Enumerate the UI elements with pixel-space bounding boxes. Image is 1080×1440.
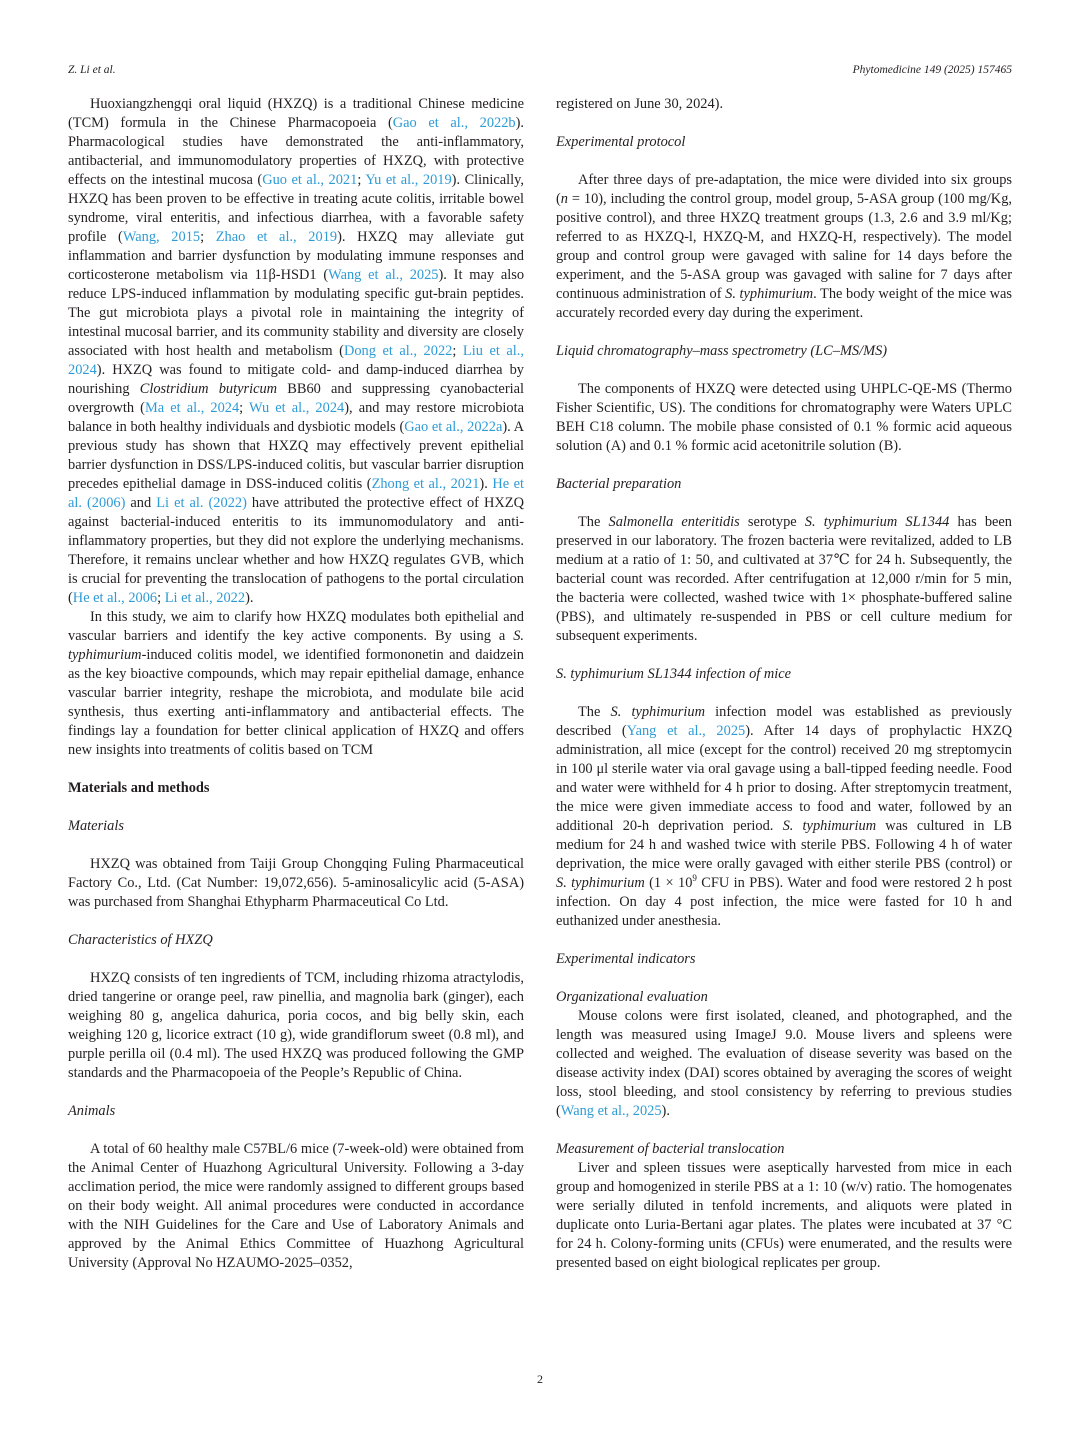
subheading-bacterial-preparation: Bacterial preparation	[556, 476, 682, 492]
right-column	[556, 95, 1012, 1273]
intro-paragraph-1: Huoxiangzhengqi oral liquid (HXZQ) is a traditional Chinese medicine (TCM) formula in the Chinese Pharmacopoeia (Gao et al., 2022b). Pharmacological studies have demonstrated the anti-inflammatory, antibacterial, and immunomodulatory properties of HXZQ, with protective effects on the intestinal mucosa (Guo et al., 2021; Yu et al., 2019). Clinically, HXZQ has been proven to be effective in treating acute colitis, irritable bowel syndrome, viral enteritis, and infectious diarrhea, with a favorable safety profile (Wang, 2015; Zhao et al., 2019). HXZQ may alleviate gut inflammation and barrier dysfunction by modulating immune responses and corticosterone metabolism via 11β-HSD1 (Wang et al., 2025). It may also reduce LPS-induced inflammation by modulating specific gut-brain peptides. The gut microbiota plays a pivotal role in maintaining the integrity of intestinal mucosal barrier, and its community stability and diversity are closely associated with host health and metabolism (Dong et al., 2022; Liu et al., 2024). HXZQ was found to mitigate cold- and damp-induced diarrhea by nourishing Clostridium butyricum BB60 and suppressing cyanobacterial overgrowth (Ma et al., 2024; Wu et al., 2024), and may restore microbiota balance in both healthy individuals and dysbiotic models (Gao et al., 2022a). A previous study has shown that HXZQ may effectively prevent epithelial barrier dysfunction in DSS/LPS-induced colitis, but vascular barrier disruption precedes epithelial damage in DSS-induced colitis (Zhong et al., 2021). He et al. (2006) and Li et al. (2022) have attributed the protective effect of HXZQ against bacterial-induced enteritis to its immunomodulatory and anti-inflammatory properties, but they did not explore the underlying mechanisms. Therefore, it remains unclear whether and how HXZQ regulates GVB, which is crucial for preventing the translocation of pathogens to the portal circulation (He et al., 2006; Li et al., 2022).	[68, 96, 525, 606]
citation-link[interactable]: He et al., 2006	[72, 590, 158, 606]
citation-link[interactable]: Yu et al., 2019	[365, 172, 452, 188]
translocation-paragraph: Liver and spleen tissues were aseptically harvested from mice in each group and homogenized in sterile PBS at a 1: 10 (w/v) ratio. The homogenates were serially diluted in tenfold increments, and aliquots were plated in duplicate onto Luria-Bertani agar plates. The plates were incubated at 37 °C for 24 h. Colony-forming units (CFUs) were enumerated, and the results were presented based on eight biological replicates per group.	[556, 1160, 1012, 1271]
subheading-animals: Animals	[68, 1103, 116, 1119]
left-column	[68, 95, 524, 1273]
citation-link[interactable]: Li et al. (2022)	[156, 495, 247, 511]
running-head-authors: Z. Li et al.	[68, 64, 116, 76]
protocol-paragraph: After three days of pre-adaptation, the mice were divided into six groups (n = 10), including the control group, model group, 5-ASA group (100 mg/Kg, positive control), and three HXZQ treatment groups (1.3, 2.6 and 3.9 ml/Kg; referred to as HXZQ-l, HXZQ-M, and HXZQ-H, respectively). The model group and control group were gavaged with saline for 14 days before the experiment, and the 5-ASA group was gavaged with saline for 7 days after continuous administration of S. typhimurium. The body weight of the mice was accurately recorded every day during the experiment.	[556, 172, 1012, 321]
lcms-paragraph: The components of HXZQ were detected using UHPLC-QE-MS (Thermo Fisher Scientific, US). The conditions for chromatography were Waters UPLC BEH C18 column. The mobile phase consisted of 0.1 % formic acid aqueous solution (A) and 0.1 % formic acid acetonitrile solution (B).	[556, 381, 1012, 454]
subheading-materials: Materials	[68, 818, 124, 834]
citation-link[interactable]: Ma et al., 2024	[144, 400, 240, 416]
subheading-lcms: Liquid chromatography–mass spectrometry (LC–MS/MS)	[556, 343, 888, 359]
citation-link[interactable]: Gao et al., 2022b	[392, 115, 516, 131]
subheading-protocol: Experimental protocol	[556, 134, 686, 150]
subheading-infection: S. typhimurium SL1344 infection of mice	[556, 666, 792, 682]
bacterial-preparation-paragraph: The Salmonella enteritidis serotype S. typhimurium SL1344 has been preserved in our laboratory. The frozen bacteria were revitalized, added to LB medium at a ratio of 1: 50, and cultivated at 37℃ for 24 h. Subsequently, the bacterial count was recorded. After centrifugation at 12,000 r/min for 5 min, the bacteria were collected, washed twice with 1× phosphate-buffered saline (PBS), and ultimately re-suspended in PBS or cell culture medium for subsequent experiments.	[556, 514, 1012, 644]
citation-link[interactable]: Wu et al., 2024	[249, 400, 345, 416]
subheading-organizational-evaluation: Organizational evaluation	[556, 989, 708, 1005]
intro-paragraph-2: In this study, we aim to clarify how HXZQ modulates both epithelial and vascular barriers and identify the key active components. By using a S. typhimurium-induced colitis model, we identified formononetin and daidzein as the key bioactive compounds, which may repair epithelial damage, enhance vascular barrier integrity, reshape the microbiota, and modulate bile acid synthesis, thus exerting anti-inflammatory and antibacterial effects. The findings lay a foundation for better clinical application of HXZQ and offers new insights into treatments of colitis based on TCM	[68, 609, 524, 758]
citation-link[interactable]: Zhong et al., 2021	[371, 476, 480, 492]
section-heading-methods: Materials and methods	[68, 780, 210, 796]
citation-link[interactable]: Zhao et al., 2019	[215, 229, 338, 245]
citation-link[interactable]: Dong et al., 2022	[343, 343, 453, 359]
characteristics-paragraph: HXZQ consists of ten ingredients of TCM, including rhizoma atractylodis, dried tangerine or orange peel, raw pinellia, and magnolia bark (ginger), each weighing 80 g, angelica dahurica, poria cocos, and big belly skin, each weighing 120 g, licorice extract (10 g), wide grandiflorum sweet (0.8 ml), and purple perilla oil (0.4 ml). The used HXZQ was produced following the GMP standards and the Pharmacopoeia of the People’s Republic of China.	[68, 970, 524, 1081]
citation-link[interactable]: Liu et al., 2024	[68, 343, 524, 378]
animals-paragraph-continued: registered on June 30, 2024).	[556, 96, 724, 112]
organizational-paragraph: Mouse colons were first isolated, cleaned, and photographed, and the length was measured using ImageJ 9.0. Mouse livers and spleens were collected and weighed. The evaluation of disease severity was based on the disease activity index (DAI) scores obtained by averaging the scores of weight loss, stool bleeding, and stool consistency by referring to previous studies (Wang et al., 2025).	[556, 1008, 1012, 1119]
infection-paragraph: The S. typhimurium infection model was established as previously described (Yang et al., 2025). After 14 days of prophylactic HXZQ administration, all mice (except for the control) received 20 mg streptomycin in 100 μl sterile water via oral gavage using a ball-tipped feeding needle. Food and water were withheld for 4 h prior to dosing. After streptomycin treatment, the mice were given immediate access to food and water, followed by an additional 20-h deprivation period. S. typhimurium was cultured in LB medium for 24 h and washed twice with sterile PBS. Following 4 h of water deprivation, the mice were orally gavaged with either sterile PBS (control) or S. typhimurium ($1 \times 10^9$ CFU in PBS). Water and food were restored 2 h post infection. On day 4 post infection, the mice were fasted for 10 h and euthanized under anesthesia.	[556, 704, 1013, 929]
citation-link[interactable]: Wang, 2015	[122, 229, 201, 245]
citation-link[interactable]: Wang et al., 2025	[560, 1103, 662, 1119]
citation-link[interactable]: Yang et al., 2025	[626, 723, 746, 739]
citation-link[interactable]: Wang et al., 2025	[328, 267, 439, 283]
subheading-bacterial-translocation: Measurement of bacterial translocation	[556, 1141, 785, 1157]
subheading-experimental-indicators: Experimental indicators	[556, 951, 696, 967]
running-head-journal: Phytomedicine 149 (2025) 157465	[852, 64, 1012, 76]
citation-link[interactable]: He et al. (2006)	[68, 476, 524, 511]
subheading-characteristics: Characteristics of HXZQ	[68, 932, 213, 948]
citation-link[interactable]: Li et al., 2022	[164, 590, 246, 606]
citation-link[interactable]: Gao et al., 2022a	[404, 419, 503, 435]
page-number: 2	[537, 1372, 543, 1386]
materials-paragraph: HXZQ was obtained from Taiji Group Chongqing Fuling Pharmaceutical Factory Co., Ltd. (Cat Number: 19,072,656). 5-aminosalicylic acid (5-ASA) was purchased from Shanghai Ethypharm Pharmaceutical Co Ltd.	[68, 856, 524, 910]
animals-paragraph: A total of 60 healthy male C57BL/6 mice (7-week-old) were obtained from the Animal Center of Huazhong Agricultural University. Following a 3-day acclimation period, the mice were randomly assigned to different groups based on their body weight. All animal procedures were conducted in accordance with the NIH Guidelines for the Care and Use of Laboratory Animals and approved by the Animal Ethics Committee of Huazhong Agricultural University (Approval No HZAUMO-2025–0352,	[68, 1141, 524, 1271]
citation-link[interactable]: Guo et al., 2021	[262, 172, 358, 188]
